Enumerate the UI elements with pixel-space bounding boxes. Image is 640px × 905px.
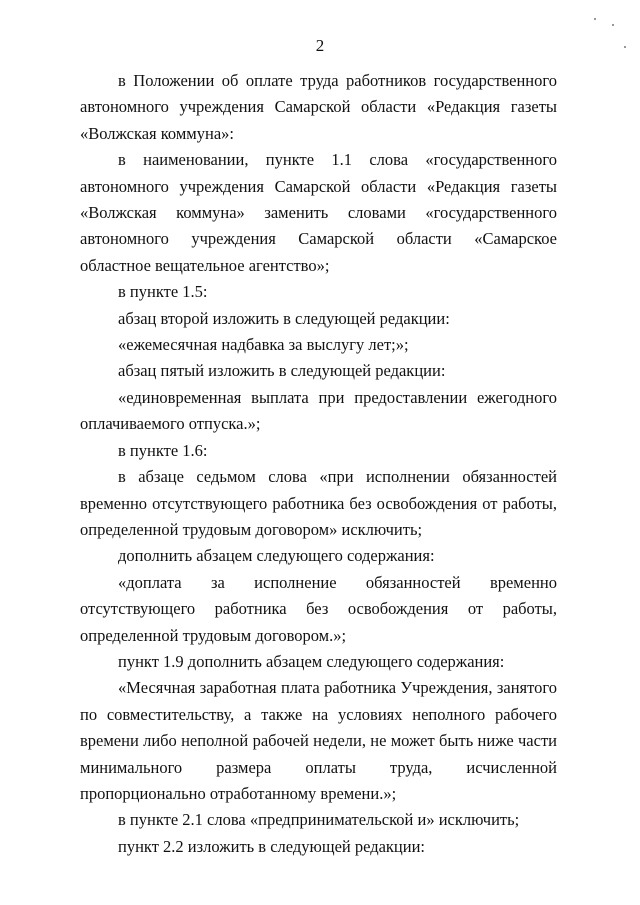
scan-speck: [612, 24, 614, 26]
paragraph-15: пункт 2.2 изложить в следующей редакции:: [118, 836, 426, 856]
paragraph-13: «Месячная заработная плата работника Учреждения, занятого по совместительству, а также на условиях неполного рабочего времени либо неполной рабочей недели, не может быть ниже части минимального размера оплаты труда, исчисленной пропорционально отработанному времени.»;: [80, 678, 557, 803]
paragraph-4: абзац второй изложить в следующей редакции:: [118, 308, 450, 328]
scan-speck: [624, 46, 626, 48]
paragraph-3: в пункте 1.5:: [118, 282, 208, 302]
scan-speck: [594, 18, 596, 20]
paragraph-2: в наименовании, пункте 1.1 слова «государственного автономного учреждения Самарской области «Редакция газеты «Волжская коммуна» заменить словами «государственного автономного учреждения Самарской области «Самарское областное вещательное агентство»;: [80, 150, 557, 275]
paragraph-7: «единовременная выплата при предоставлении ежегодного оплачиваемого отпуска.»;: [80, 387, 557, 434]
paragraph-12: пункт 1.9 дополнить абзацем следующего содержания:: [118, 651, 505, 671]
paragraph-10: дополнить абзацем следующего содержания:: [118, 546, 435, 566]
paragraph-11: «доплата за исполнение обязанностей временно отсутствующего работника без освобождения от работы, определенной трудовым договором.»;: [80, 572, 557, 645]
page-number: 2: [315, 36, 325, 55]
paragraph-5: «ежемесячная надбавка за выслугу лет;»;: [118, 335, 409, 355]
paragraph-14: в пункте 2.1 слова «предпринимательской и» исключить;: [118, 810, 520, 830]
paragraph-9: в абзаце седьмом слова «при исполнении обязанностей временно отсутствующего работника без освобождения от работы, определенной трудовым договором» исключить;: [80, 467, 557, 539]
paragraph-6: абзац пятый изложить в следующей редакции:: [118, 361, 446, 381]
paragraph-8: в пункте 1.6:: [118, 440, 208, 460]
paragraph-1: в Положении об оплате труда работников государственного автономного учреждения Самарской области «Редакция газеты «Волжская коммуна»:: [80, 71, 557, 143]
document-body: [80, 68, 557, 860]
